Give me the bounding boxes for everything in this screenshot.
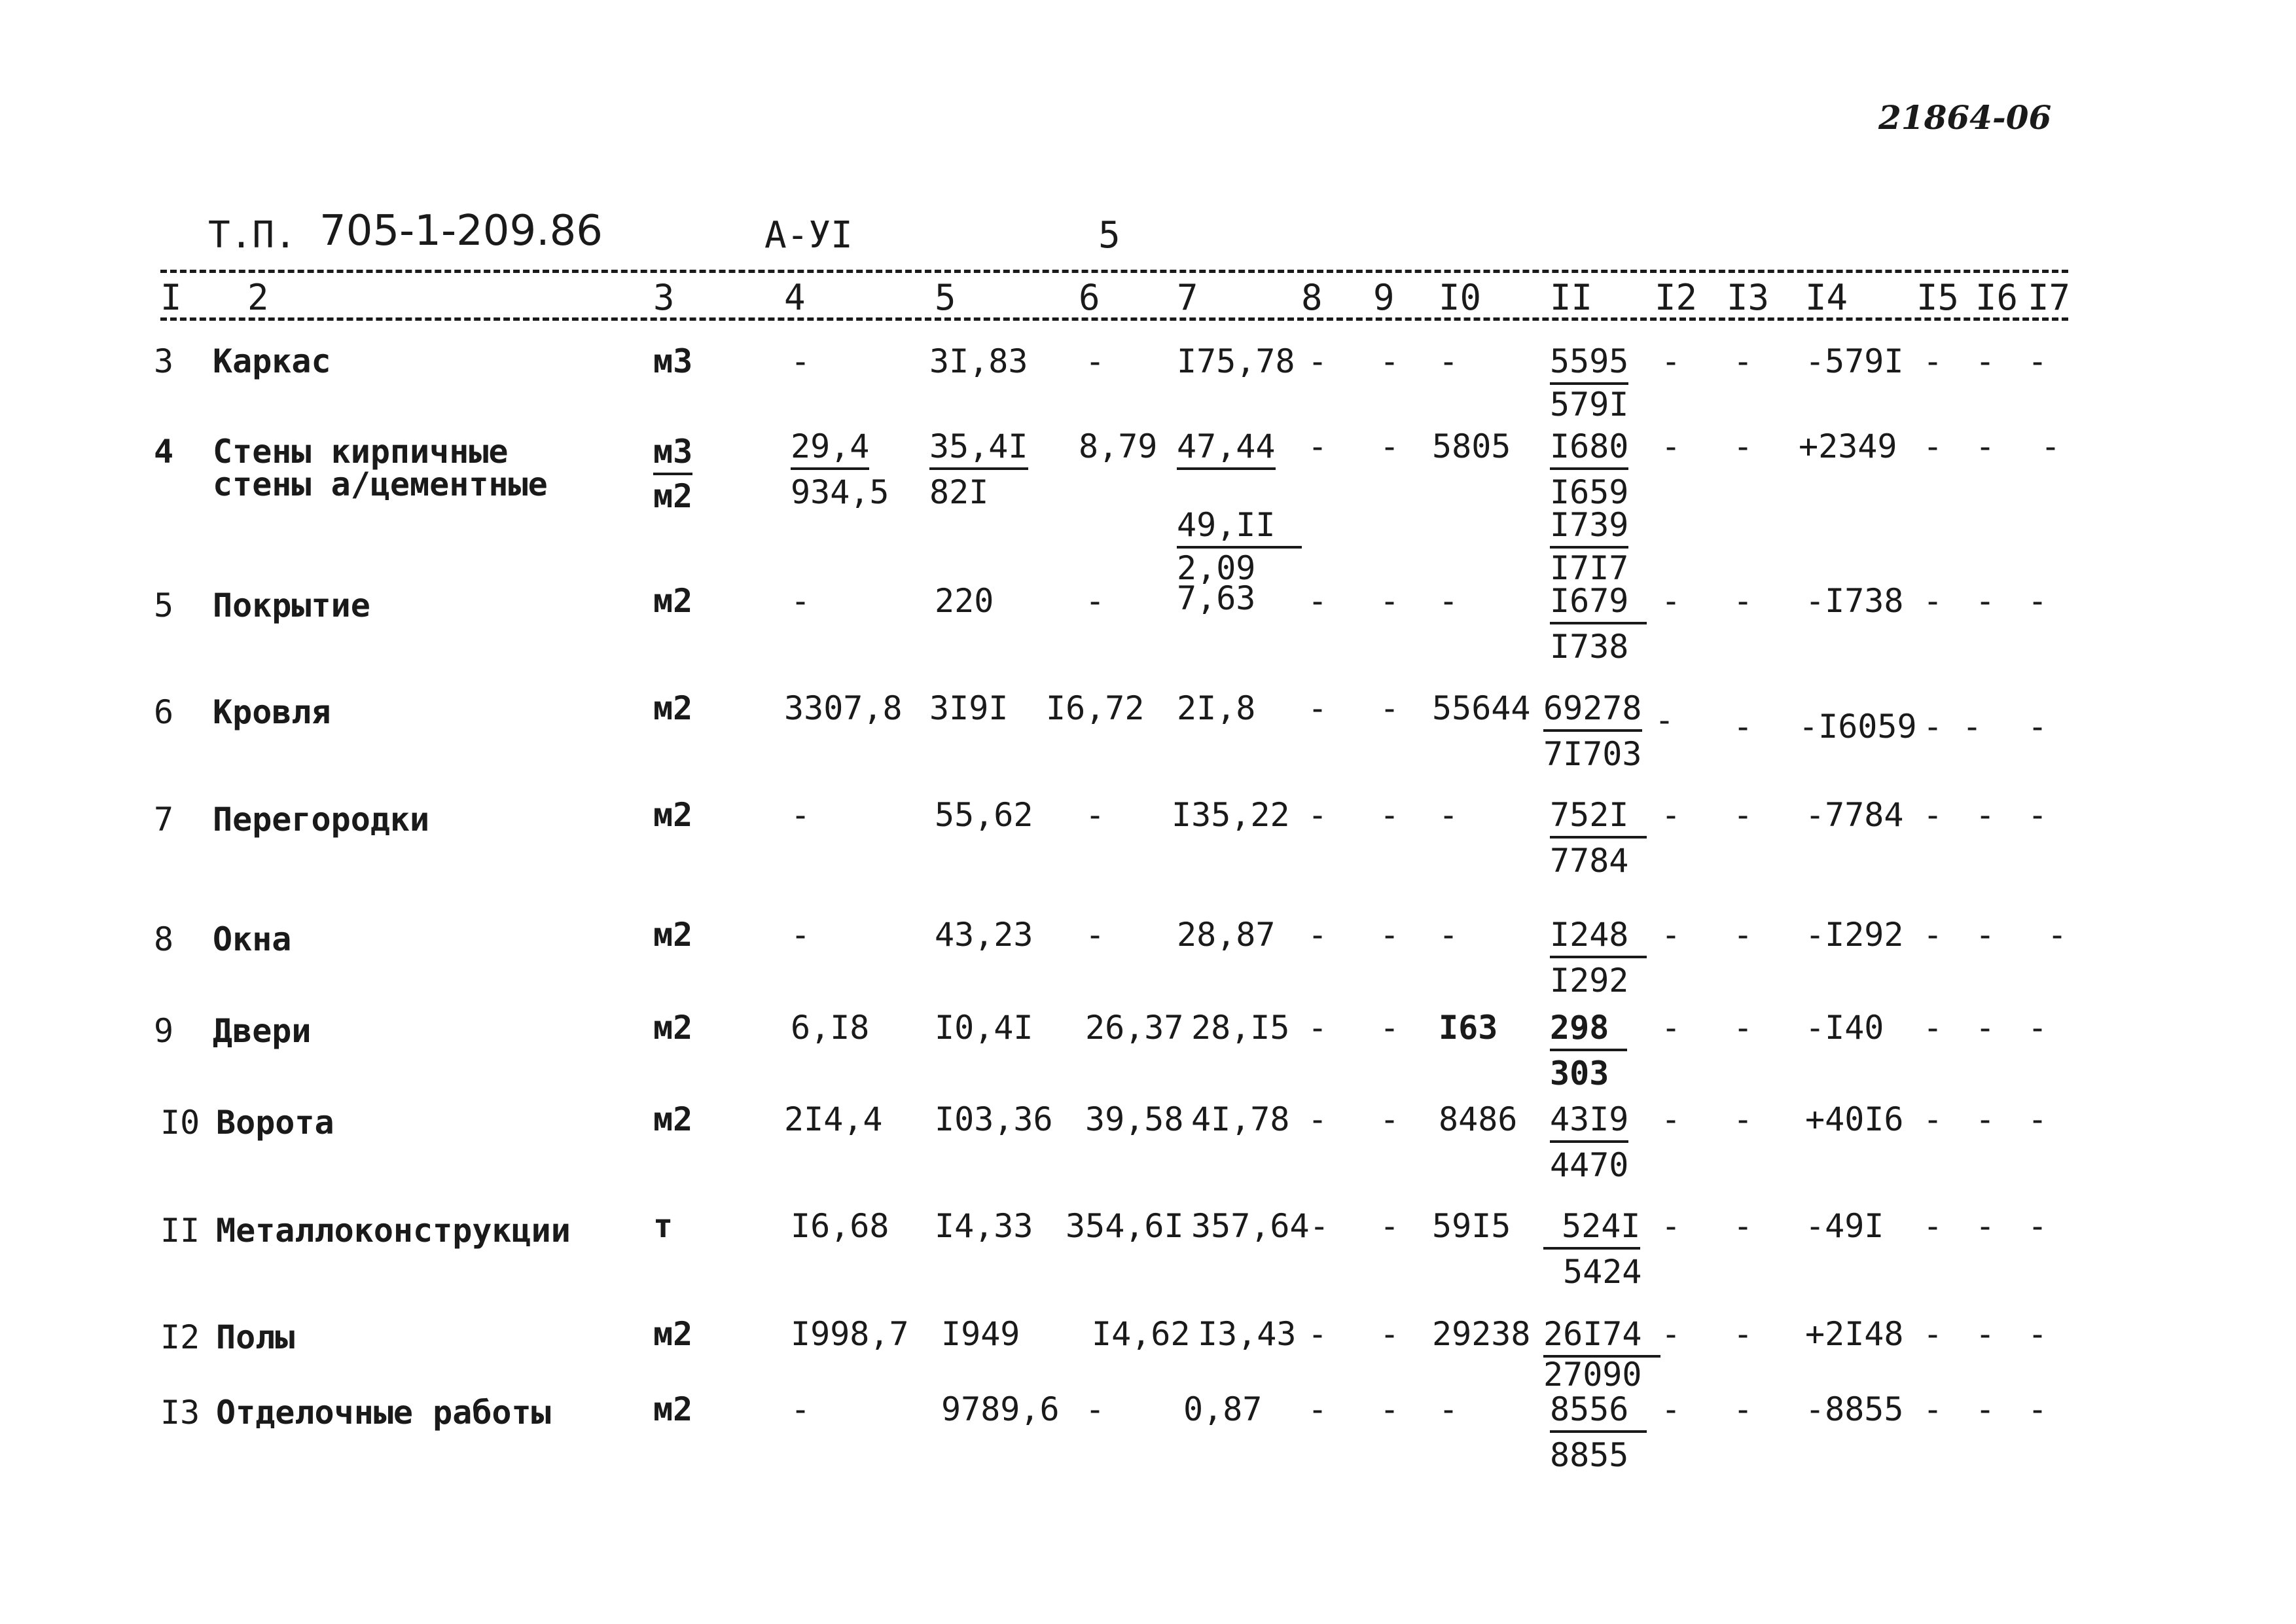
row-number: I2: [160, 1318, 200, 1356]
cell-c6: 354,6I: [1066, 1207, 1184, 1245]
cell-c7-top: 2,09: [1177, 549, 1256, 587]
column-header: 2: [247, 277, 269, 318]
cell-c13: -: [1733, 1100, 1753, 1138]
row-number: 7: [154, 801, 174, 839]
cell-c10: I63: [1439, 1009, 1498, 1047]
row-name: Стены кирпичные: [213, 433, 509, 471]
row-name: Двери: [213, 1012, 312, 1050]
cell-c11-bottom: 8855: [1550, 1436, 1629, 1474]
cell-c15: -: [1923, 342, 1943, 380]
cell-c5: 9789,6: [941, 1390, 1060, 1428]
column-header: 7: [1177, 277, 1198, 318]
cell-c7: 2I,8: [1177, 689, 1256, 727]
cell-c10: 59I5: [1432, 1207, 1511, 1245]
cell-c8: -: [1308, 1009, 1328, 1047]
cell-c14: +2349: [1799, 427, 1897, 465]
cell-c12: -: [1661, 1390, 1681, 1428]
cell-c11-top: I248: [1550, 915, 1647, 958]
cell-c10: -: [1439, 342, 1459, 380]
row-number: 9: [154, 1012, 174, 1050]
cell-c5: I949: [941, 1315, 1020, 1353]
column-header: 3: [653, 277, 675, 318]
cell-c14: -I40: [1805, 1009, 1884, 1047]
cell-c8: -: [1308, 796, 1328, 834]
column-header: I3: [1727, 277, 1770, 318]
cell-c14: -579I: [1805, 342, 1904, 380]
cell-c4: -: [791, 1390, 811, 1428]
cell-c12: -: [1661, 1009, 1681, 1047]
cell-c15: -: [1923, 796, 1943, 834]
cell-c16: -: [1975, 916, 1996, 954]
row-unit: м3: [653, 432, 692, 475]
cell-c5: 3I,83: [929, 342, 1028, 380]
cell-c9: -: [1380, 342, 1400, 380]
row-number: 5: [154, 586, 174, 624]
album-code: А-УI: [764, 214, 853, 257]
cell-c10: 8486: [1439, 1100, 1518, 1138]
row-unit: м2: [653, 796, 693, 834]
cell-c13: -: [1733, 1207, 1753, 1245]
column-header: 5: [935, 277, 956, 318]
row-number: 6: [154, 693, 174, 731]
cell-c11-top: 26I74: [1543, 1314, 1660, 1358]
cell-c7: 47,44: [1177, 427, 1276, 470]
cell-c17: -: [2028, 1315, 2048, 1353]
column-header: 8: [1301, 277, 1323, 318]
column-header: 4: [784, 277, 806, 318]
cell-c6: 39,58: [1085, 1100, 1184, 1138]
row-unit: м3: [653, 342, 693, 380]
cell-c6: I4,62: [1092, 1315, 1191, 1353]
row-unit: т: [653, 1207, 673, 1245]
document-stamp: 21864-06: [1878, 98, 2052, 137]
cell-c4-bottom: 934,5: [791, 473, 889, 511]
cell-c12: -: [1661, 1100, 1681, 1138]
cell-c9: -: [1380, 427, 1400, 465]
cell-c8: -: [1308, 689, 1328, 727]
cell-c15: -: [1923, 708, 1943, 746]
row-name: Металлоконструкции: [216, 1212, 571, 1250]
cell-c15: -: [1923, 1207, 1943, 1245]
cell-c4: I998,7: [791, 1315, 909, 1353]
cell-c9: -: [1380, 689, 1400, 727]
cell-c5: 3I9I: [929, 689, 1009, 727]
cell-c14: +2I48: [1805, 1315, 1904, 1353]
column-header: 6: [1079, 277, 1100, 318]
cell-c7: I75,78: [1177, 342, 1295, 380]
cell-c17: -: [2028, 342, 2048, 380]
row-name: Перегородки: [213, 801, 430, 839]
top-dashed-rule: [160, 270, 2068, 273]
cell-c7: 4I,78: [1191, 1100, 1290, 1138]
cell-c8: -: [1308, 427, 1328, 465]
row-unit-secondary: м2: [653, 477, 693, 515]
cell-c7: I35,22: [1172, 796, 1290, 834]
cell-c11-bottom: I738: [1550, 628, 1629, 666]
cell-c12: -: [1661, 796, 1681, 834]
row-number: II: [160, 1212, 200, 1250]
cell-c14: -I6059: [1799, 708, 1917, 746]
row-number: 4: [154, 433, 174, 471]
cell-c9: -: [1380, 1315, 1400, 1353]
row-unit: м2: [653, 1315, 693, 1353]
cell-c11-bottom: I292: [1550, 962, 1629, 1000]
cell-c17: -: [2041, 427, 2061, 465]
row-unit: м2: [653, 916, 693, 954]
cell-c16: -: [1975, 1009, 1996, 1047]
cell-c11-bottom: 7I703: [1543, 735, 1642, 773]
cell-c11-bottom: 579I: [1550, 386, 1629, 424]
cell-c15: -: [1923, 1390, 1943, 1428]
cell-c11-top: I679: [1550, 581, 1647, 624]
cell-c13: -: [1733, 796, 1753, 834]
row-unit: м2: [653, 689, 693, 727]
cell-c14: -I292: [1805, 916, 1904, 954]
row-name-secondary: стены а/цементные: [213, 465, 548, 503]
cell-c11-top: 752I: [1550, 795, 1647, 839]
cell-c13: -: [1733, 342, 1753, 380]
cell-c4: 29,4: [791, 427, 869, 470]
cell-c7: 28,I5: [1191, 1009, 1290, 1047]
cell-c17: -: [2028, 1100, 2048, 1138]
cell-c10: -: [1439, 1390, 1459, 1428]
cell-c10: 55644: [1432, 689, 1531, 727]
cell-c4: -: [791, 582, 811, 620]
cell-c17: -: [2028, 1009, 2048, 1047]
cell-c13: -: [1733, 427, 1753, 465]
cell-c16: -: [1975, 427, 1996, 465]
cell-c9: -: [1380, 582, 1400, 620]
cell-c12: -: [1661, 427, 1681, 465]
cell-c4: I6,68: [791, 1207, 889, 1245]
cell-c15: -: [1923, 1009, 1943, 1047]
cell-c9: -: [1380, 1100, 1400, 1138]
cell-c8: -: [1308, 342, 1328, 380]
cell-c6: 8,79: [1079, 427, 1158, 465]
cell-c11-top: I680: [1550, 427, 1628, 470]
cell-c12: -: [1661, 582, 1681, 620]
cell-c14: -49I: [1805, 1207, 1884, 1245]
cell-c11-top: 43I9: [1550, 1100, 1628, 1143]
cell-c12: -: [1661, 342, 1681, 380]
cell-c7-second: 49,II: [1177, 505, 1302, 549]
cell-c11-bottom: I659: [1550, 473, 1629, 511]
cell-c16: -: [1975, 1315, 1996, 1353]
cell-c15: -: [1923, 1315, 1943, 1353]
cell-c11-top: 524I: [1543, 1206, 1640, 1250]
cell-c4: 3307,8: [784, 689, 903, 727]
cell-c4: 2I4,4: [784, 1100, 883, 1138]
cell-c11-bottom: 7784: [1550, 842, 1629, 880]
cell-c6: -: [1085, 342, 1105, 380]
cell-c6: -: [1085, 582, 1105, 620]
cell-c14: -7784: [1805, 796, 1904, 834]
cell-c17: -: [2047, 916, 2068, 954]
cell-c6: I6,72: [1046, 689, 1145, 727]
cell-c6: -: [1085, 1390, 1105, 1428]
cell-c4: -: [791, 342, 811, 380]
header-dashed-rule: [160, 317, 2068, 321]
cell-c8: -: [1308, 916, 1328, 954]
cell-c12: -: [1661, 916, 1681, 954]
cell-c17: -: [2028, 796, 2048, 834]
cell-c11-top: 298: [1550, 1008, 1627, 1051]
cell-c7: 357,64-: [1191, 1207, 1329, 1245]
cell-c6: 26,37: [1085, 1009, 1184, 1047]
column-header: 9: [1373, 277, 1395, 318]
cell-c10: -: [1439, 796, 1459, 834]
cell-c11-top: 69278: [1543, 689, 1642, 732]
cell-c6: -: [1085, 916, 1105, 954]
cell-c9: -: [1380, 1390, 1400, 1428]
cell-c10: 29238: [1432, 1315, 1531, 1353]
cell-c5: I4,33: [935, 1207, 1033, 1245]
row-number: 8: [154, 920, 174, 958]
row-unit: м2: [653, 582, 693, 620]
cell-c14: +40I6: [1805, 1100, 1904, 1138]
row-name: Кровля: [213, 693, 331, 731]
cell-c16: -: [1975, 1207, 1996, 1245]
row-name: Покрытие: [213, 586, 370, 624]
cell-c4: -: [791, 916, 811, 954]
column-header: I2: [1655, 277, 1698, 318]
row-name: Ворота: [216, 1104, 334, 1142]
cell-c13: -: [1733, 708, 1753, 746]
cell-c12: -: [1661, 1315, 1681, 1353]
cell-c5: 35,4I: [929, 427, 1028, 470]
cell-c10: 5805: [1432, 427, 1511, 465]
cell-c8: -: [1308, 1390, 1328, 1428]
cell-c5: 55,62: [935, 796, 1033, 834]
column-header: I: [160, 277, 182, 318]
cell-c14: -8855: [1805, 1390, 1904, 1428]
cell-c13: -: [1733, 1009, 1753, 1047]
cell-c13: -: [1733, 1390, 1753, 1428]
row-number: 3: [154, 342, 174, 380]
row-unit: м2: [653, 1390, 693, 1428]
cell-c10: -: [1439, 916, 1459, 954]
cell-c11-top: 8556: [1550, 1390, 1647, 1433]
cell-c15: -: [1923, 582, 1943, 620]
cell-c15: -: [1923, 916, 1943, 954]
cell-c17: -: [2028, 1207, 2048, 1245]
row-unit: м2: [653, 1100, 693, 1138]
cell-c9: -: [1380, 1009, 1400, 1047]
cell-c17: -: [2028, 708, 2048, 746]
column-header: I0: [1439, 277, 1482, 318]
column-header: I7: [2028, 277, 2071, 318]
cell-c13: -: [1733, 582, 1753, 620]
cell-c17: -: [2028, 1390, 2048, 1428]
header-prefix: Т.П.: [208, 214, 296, 257]
cell-c12: -: [1655, 701, 1675, 739]
cell-c4: 6,I8: [791, 1009, 870, 1047]
row-unit: м2: [653, 1009, 693, 1047]
cell-c11-bottom: 4470: [1550, 1146, 1629, 1184]
cell-c10: -: [1439, 582, 1459, 620]
cell-c9: -: [1380, 796, 1400, 834]
cell-c13: -: [1733, 916, 1753, 954]
row-number: I3: [160, 1394, 200, 1432]
project-number: 705-1-209.86: [319, 207, 603, 255]
column-header: I6: [1975, 277, 2018, 318]
cell-c11-bottom: 303: [1550, 1055, 1609, 1092]
cell-c4: -: [791, 796, 811, 834]
cell-c16: -: [1962, 708, 1982, 746]
cell-c16: -: [1975, 796, 1996, 834]
cell-c16: -: [1975, 1100, 1996, 1138]
row-name: Полы: [216, 1318, 295, 1356]
cell-c9: -: [1380, 1207, 1400, 1245]
cell-c7: 7,63: [1177, 579, 1256, 617]
row-name: Каркас: [213, 342, 331, 380]
cell-c11-bottom: 27090: [1543, 1356, 1642, 1394]
cell-c11-fourth: I7I7: [1550, 549, 1629, 587]
cell-c7: 0,87: [1183, 1390, 1263, 1428]
cell-c8: -: [1308, 1100, 1328, 1138]
cell-c16: -: [1975, 582, 1996, 620]
cell-c8: -: [1308, 582, 1328, 620]
row-number: I0: [160, 1104, 200, 1142]
column-header: II: [1550, 277, 1593, 318]
cell-c17: -: [2028, 582, 2048, 620]
page-number: 5: [1098, 214, 1121, 257]
cell-c11-third: I739: [1550, 505, 1628, 549]
cell-c7: 28,87: [1177, 916, 1276, 954]
cell-c15: -: [1923, 427, 1943, 465]
cell-c12: -: [1661, 1207, 1681, 1245]
cell-c13: -: [1733, 1315, 1753, 1353]
cell-c15: -: [1923, 1100, 1943, 1138]
cell-c11-bottom: 5424: [1563, 1253, 1642, 1291]
cell-c5: 43,23: [935, 916, 1033, 954]
cell-c14: -I738: [1805, 582, 1904, 620]
cell-c9: -: [1380, 916, 1400, 954]
cell-c5: I0,4I: [935, 1009, 1033, 1047]
cell-c6: -: [1085, 796, 1105, 834]
cell-c5: I03,36: [935, 1100, 1053, 1138]
cell-c8: -: [1308, 1315, 1328, 1353]
cell-c16: -: [1975, 342, 1996, 380]
row-name: Отделочные работы: [216, 1394, 551, 1432]
row-name: Окна: [213, 920, 292, 958]
column-header: I4: [1805, 277, 1848, 318]
cell-c5: 220: [935, 582, 994, 620]
column-header: I5: [1916, 277, 1960, 318]
cell-c5-bottom: 82I: [929, 473, 989, 511]
cell-c7: I3,43: [1198, 1315, 1297, 1353]
cell-c16: -: [1975, 1390, 1996, 1428]
cell-c11-top: 5595: [1550, 342, 1628, 385]
